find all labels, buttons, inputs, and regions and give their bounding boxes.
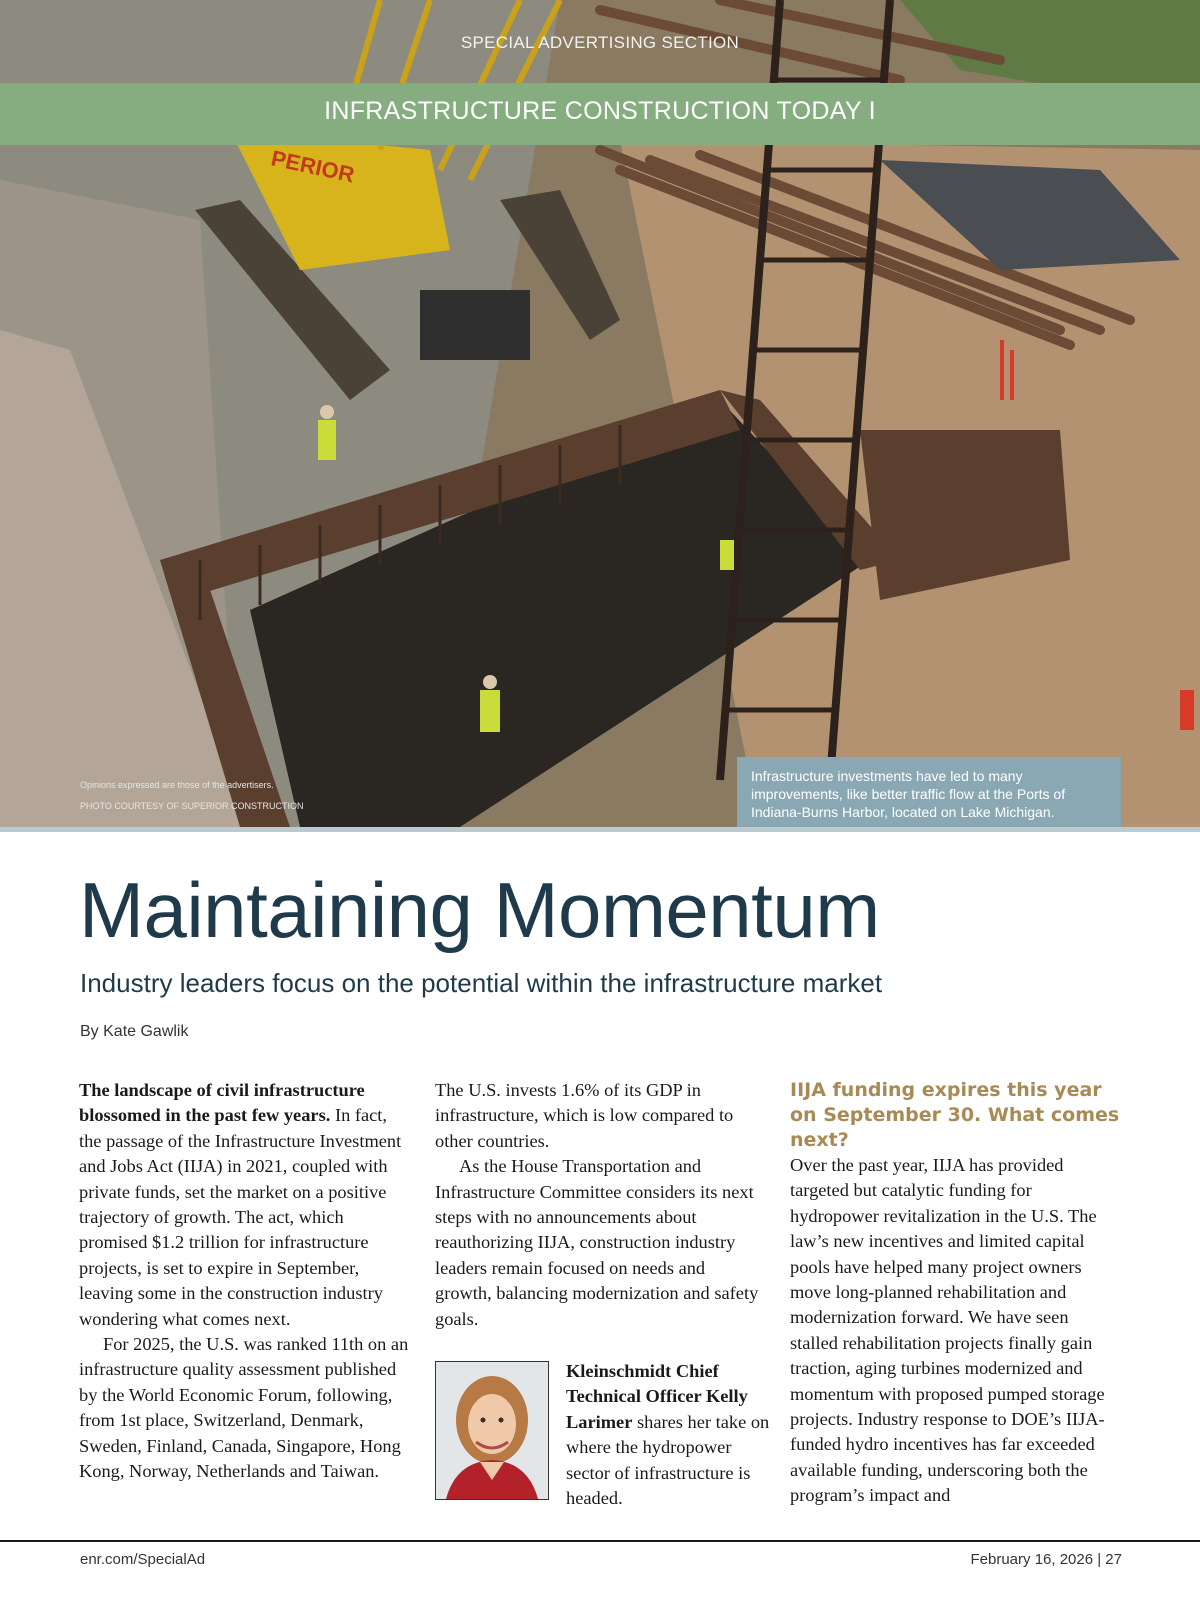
qa-question: IIJA funding expires this year on September 30. What comes next? xyxy=(790,1079,1120,1151)
article-deck: Industry leaders focus on the potential within the infrastructure market xyxy=(80,968,883,998)
banner-title: INFRASTRUCTURE CONSTRUCTION TODAY I xyxy=(324,97,876,125)
qa-answer: Over the past year, IIJA has provided targeted but catalytic funding for hydropower revitalization in the U.S. The law’s new incentives and limited capital pools have helped many project owners move long-planned rehabilitation and modernization forward. We have seen stalled rehabilitation projects finally gain traction, aging turbines modernized and momentum with proposed pumped storage projects. Industry response to DOE’s IIJA-funded hydro incentives has far exceeded available funding, underscoring both the program’s impact and xyxy=(790,1155,1105,1506)
paragraph: The U.S. invests 1.6% of its GDP in infrastructure, which is low compared to other countries. xyxy=(435,1080,734,1151)
paragraph: As the House Transportation and Infrastructure Committee considers its next steps with no announcements about reauthorizing IIJA, construction industry leaders remain focused on needs and growth, balancing modernization and safety goals. xyxy=(435,1156,759,1329)
footer-url: enr.com/SpecialAd xyxy=(80,1551,206,1568)
body-column-1 xyxy=(79,1078,414,1485)
article-headline: Maintaining Momentum xyxy=(79,866,880,954)
qa-intro xyxy=(566,1359,776,1511)
portrait-illustration xyxy=(436,1362,548,1499)
paragraph: For 2025, the U.S. was ranked 11th on an infrastructure quality assessment published by the World Economic Forum, following, from 1st place, Switzerland, Denmark, Sweden, Finland, Canada, Singapore, Hong Kong, Norway, Netherlands and Taiwan. xyxy=(79,1334,409,1482)
paragraph xyxy=(79,1078,414,1332)
qa-intro-text: shares her take on where the hydropower sector of infrastructure is headed. xyxy=(566,1411,770,1509)
advertiser-disclaimer: Opinions expressed are those of the advertisers. xyxy=(80,780,274,790)
crane-brand-text: PERIOR xyxy=(268,145,357,188)
body-column-3 xyxy=(790,1078,1120,1509)
photo-caption: Infrastructure investments have led to many improvements, like better traffic flow at the Ports of Indiana-Burns Harbor, located on Lake Michigan. xyxy=(737,757,1121,827)
paragraph-text: In fact, the passage of the Infrastructure Investment and Jobs Act (IIJA) in 2021, coupled with private funds, set the market on a positive trajectory of growth. The act, which promised $1.2 trillion for infrastructure projects, is set to expire in September, leaving some in the construction industry wondering what comes next. xyxy=(79,1105,402,1329)
qa-subject-name: Kleinschmidt Chief Technical Officer Kelly Larimer xyxy=(566,1361,748,1432)
footer-divider xyxy=(0,1540,1200,1542)
kelly-larimer-portrait xyxy=(435,1361,549,1500)
footer-date-page: February 16, 2026 | 27 xyxy=(970,1551,1122,1568)
photo-credit: PHOTO COURTESY OF SUPERIOR CONSTRUCTION xyxy=(80,801,304,811)
special-advertising-label: SPECIAL ADVERTISING SECTION xyxy=(460,33,740,52)
body-column-2 xyxy=(435,1078,765,1332)
photo-divider xyxy=(0,827,1200,832)
article-byline: By Kate Gawlik xyxy=(80,1023,189,1040)
lead-in: The landscape of civil infrastructure blossomed in the past few years. xyxy=(79,1080,365,1126)
